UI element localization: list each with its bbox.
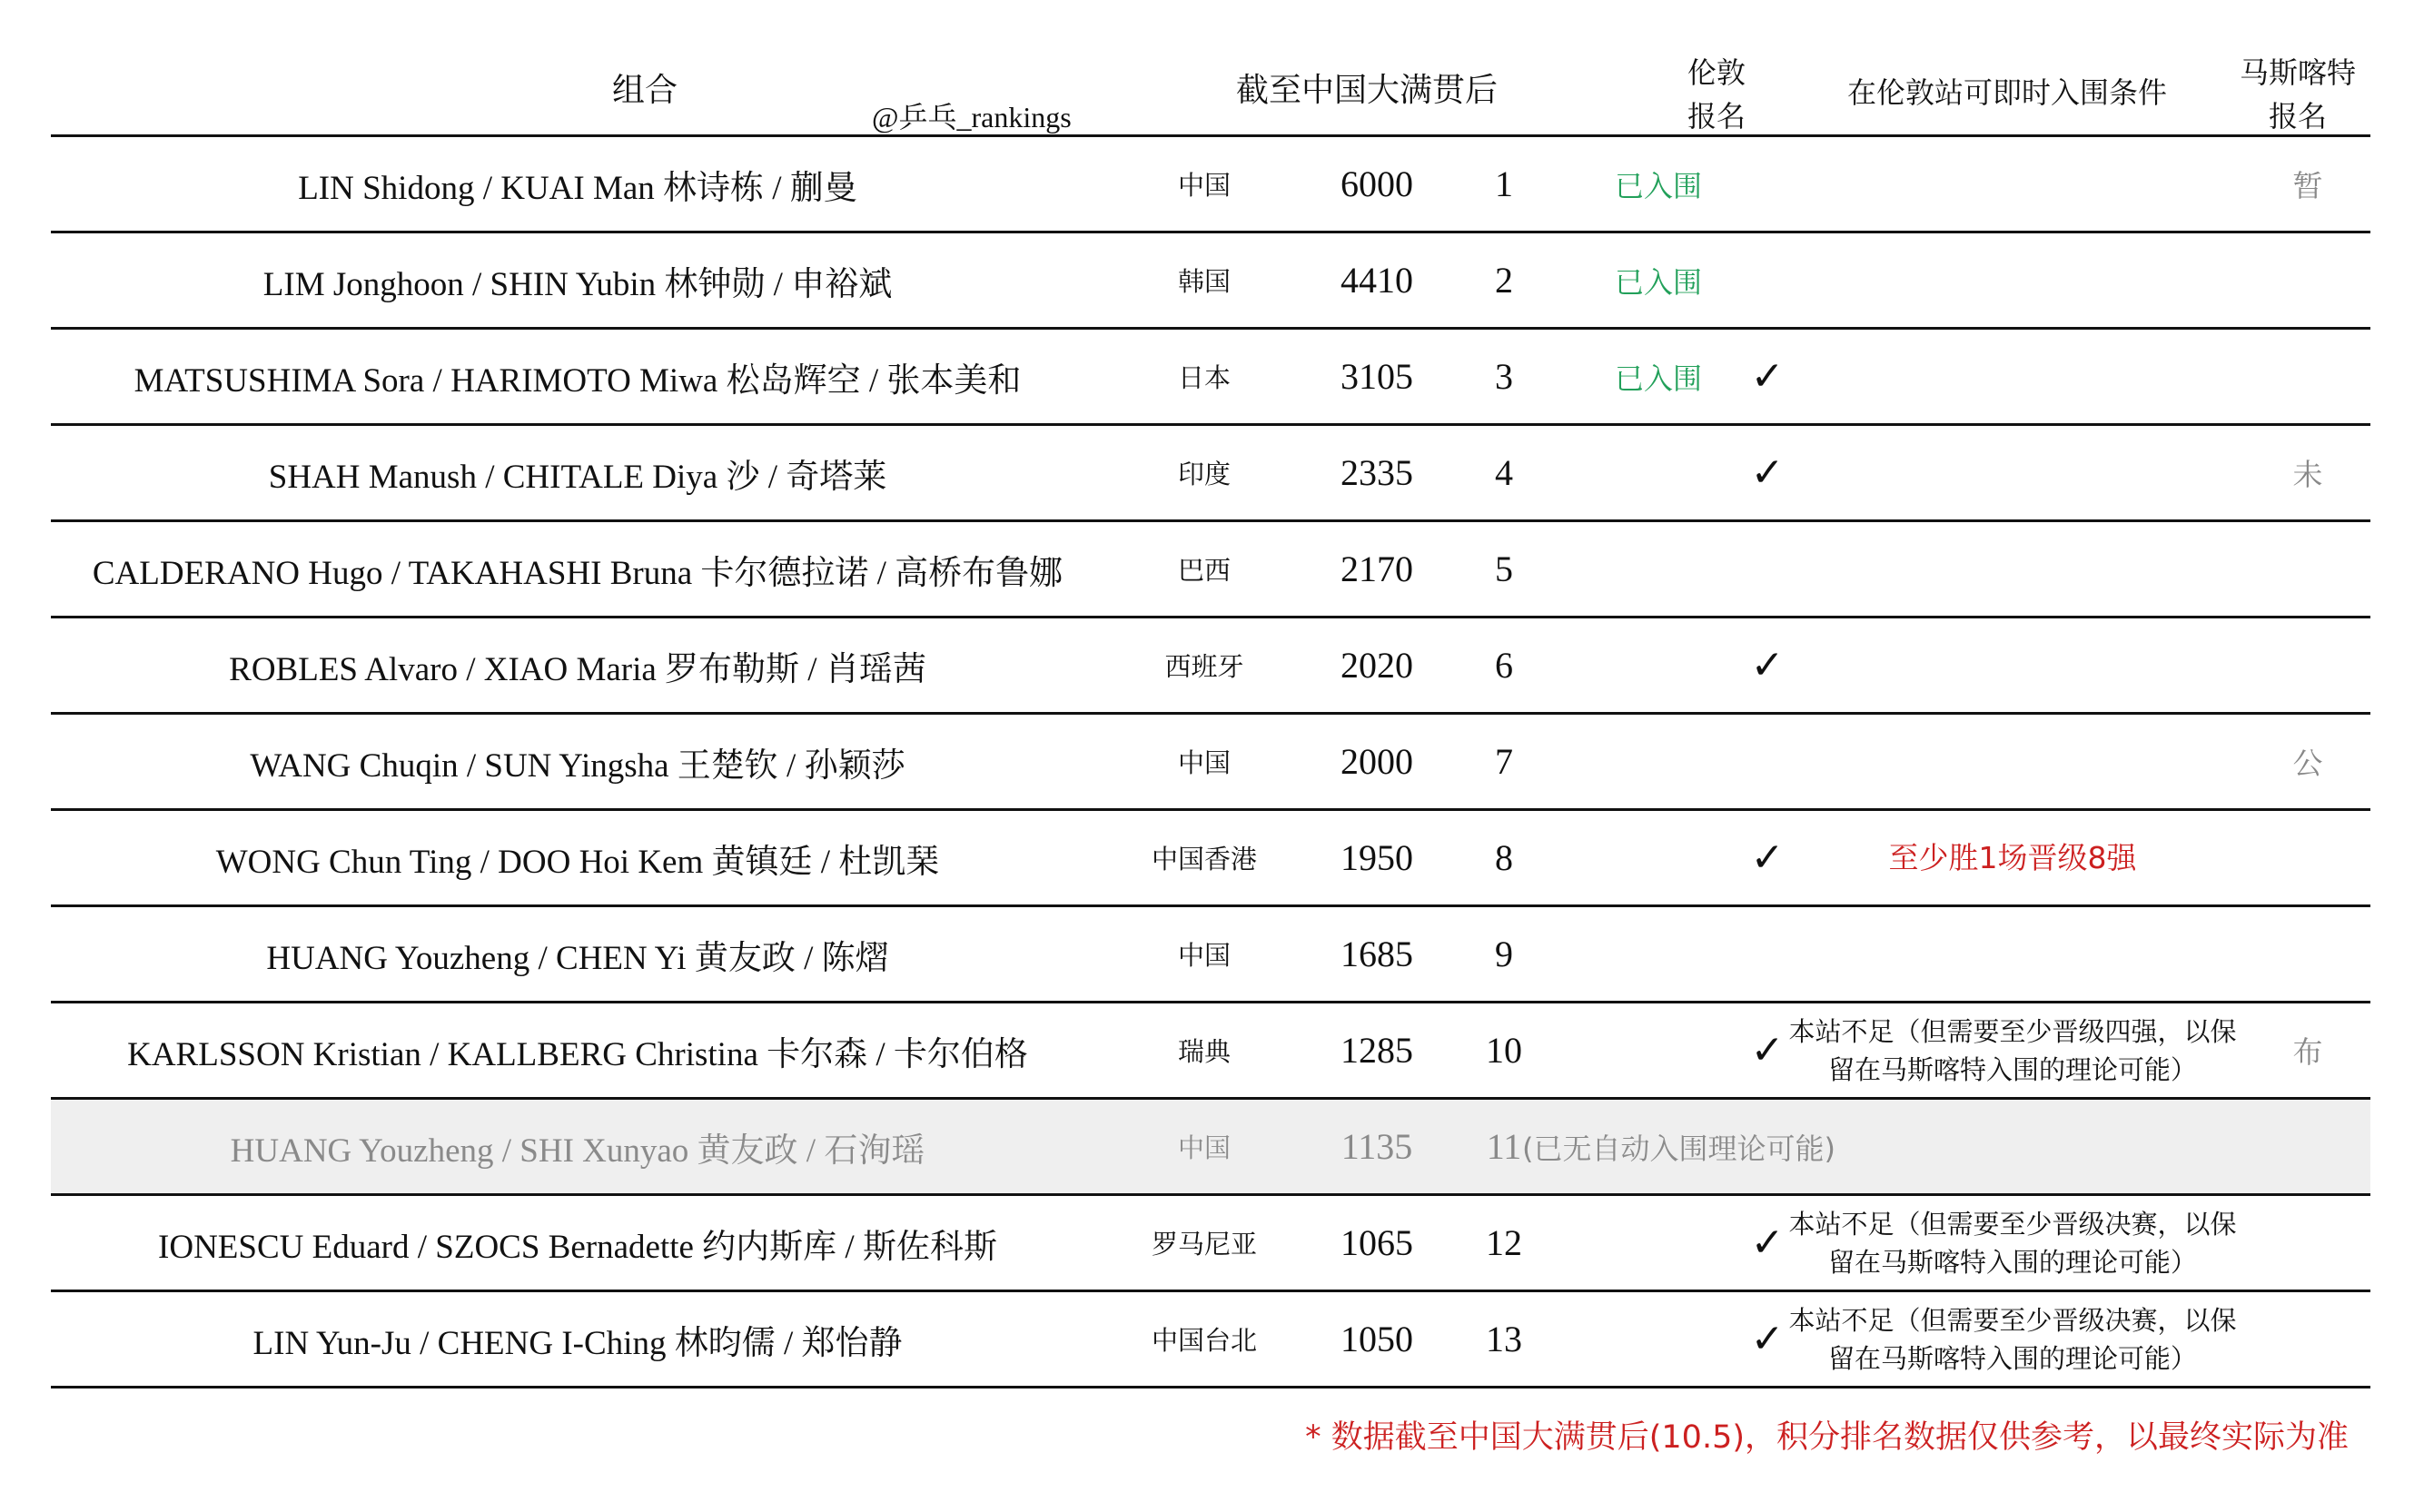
country: 中国: [1177, 940, 1231, 971]
rank: 9: [1495, 934, 1513, 974]
table-row: [51, 137, 2370, 231]
points: 1050: [1341, 1319, 1413, 1359]
row-divider: [51, 1386, 2370, 1388]
points: 1135: [1341, 1126, 1413, 1167]
table-row: [51, 522, 2370, 616]
condition: [1776, 907, 2249, 1001]
header-london-line1: 伦敦: [1687, 55, 1746, 90]
country: 中国台北: [1151, 1325, 1257, 1356]
pair-name: SHAH Manush / CHITALE Diya 沙 / 奇塔莱: [268, 458, 887, 496]
madrid-note: [2231, 522, 2385, 616]
condition: [1776, 137, 2249, 231]
pair-name: CALDERANO Hugo / TAKAHASHI Bruna 卡尔德拉诺 / 高桥布鲁娜: [92, 554, 1064, 592]
london-check-icon: ✓: [1750, 1316, 1785, 1362]
table-row: [51, 1292, 2370, 1386]
condition: 本站不足（但需要至少晋级决赛，以保留在马斯喀特入围的理论可能）: [1788, 1304, 2237, 1374]
madrid-note: [2231, 907, 2385, 1001]
condition: 本站不足（但需要至少晋级四强，以保留在马斯喀特入围的理论可能）: [1788, 1015, 2237, 1085]
rank: 1: [1495, 163, 1513, 204]
table-row: [51, 1196, 2370, 1290]
row-note: (已无自动入围理论可能): [1522, 1131, 1835, 1166]
pair-name: MATSUSHIMA Sora / HARIMOTO Miwa 松岛辉空 / 张本美和: [134, 361, 1022, 400]
pair-name: LIM Jonghoon / SHIN Yubin 林钟勋 / 申裕斌: [262, 265, 893, 303]
points: 1685: [1341, 934, 1413, 974]
header-london-line2: 报名: [1687, 99, 1746, 133]
madrid-note: [2231, 1196, 2385, 1290]
status: 已入围: [1614, 264, 1702, 300]
condition: [1776, 426, 2249, 519]
table-row: [51, 1003, 2370, 1097]
rank: 10: [1486, 1030, 1522, 1071]
rank: 5: [1495, 548, 1513, 589]
rank: 2: [1495, 260, 1513, 301]
rank: 4: [1495, 452, 1513, 493]
country: 韩国: [1177, 266, 1231, 297]
madrid-note: [2231, 233, 2385, 327]
country: 中国: [1177, 747, 1231, 778]
points: 6000: [1341, 163, 1413, 204]
country: 巴西: [1177, 555, 1231, 586]
rank: 6: [1495, 645, 1513, 686]
table-row: [51, 426, 2370, 519]
header-pair: 组合: [611, 72, 678, 109]
pair-name: LIN Shidong / KUAI Man 林诗栋 / 蒯曼: [298, 169, 857, 207]
madrid-note: [2231, 330, 2385, 423]
pair-name: HUANG Youzheng / SHI Xunyao 黄友政 / 石洵瑶: [230, 1132, 925, 1170]
condition: 至少胜1场晋级8强: [1888, 839, 2137, 875]
footer-note: * 数据截至中国大满贯后(10.5)，积分排名数据仅供参考，以最终实际为准: [1305, 1419, 2349, 1456]
points: 1950: [1341, 837, 1413, 878]
condition: [1776, 522, 2249, 616]
points: 3105: [1341, 356, 1413, 397]
header-madrid-line1: 马斯喀特: [2239, 55, 2356, 90]
condition: [1776, 330, 2249, 423]
rank: 12: [1486, 1222, 1522, 1263]
table-row: [51, 233, 2370, 327]
madrid-note: 未: [2292, 457, 2323, 492]
rank: 3: [1495, 356, 1513, 397]
country: 中国: [1177, 1132, 1231, 1163]
condition: 本站不足（但需要至少晋级决赛，以保留在马斯喀特入围的理论可能）: [1788, 1208, 2237, 1278]
pair-name: IONESCU Eduard / SZOCS Bernadette 约内斯库 / 斯佐科斯: [158, 1228, 997, 1266]
country: 中国香港: [1151, 844, 1257, 875]
points: 2000: [1341, 741, 1413, 782]
country: 日本: [1177, 362, 1231, 393]
country: 印度: [1177, 459, 1231, 489]
header-points: 截至中国大满贯后: [1235, 72, 1498, 109]
country: 中国: [1177, 170, 1231, 201]
table-row: [51, 618, 2370, 712]
country: 罗马尼亚: [1151, 1229, 1257, 1260]
pair-name: LIN Yun-Ju / CHENG I-Ching 林昀儒 / 郑怡静: [252, 1324, 903, 1362]
pair-name: WONG Chun Ting / DOO Hoi Kem 黄镇廷 / 杜凯琹: [215, 843, 940, 881]
london-check-icon: ✓: [1750, 1220, 1785, 1266]
pair-name: WANG Chuqin / SUN Yingsha 王楚钦 / 孙颖莎: [250, 746, 905, 785]
status: 已入围: [1614, 361, 1702, 396]
rank: 11: [1486, 1126, 1522, 1167]
condition: [1776, 233, 2249, 327]
condition: [1776, 715, 2249, 808]
header-london: [1653, 51, 1780, 138]
london-check-icon: ✓: [1750, 353, 1785, 400]
madrid-note: 公: [2292, 746, 2323, 781]
country: 西班牙: [1164, 651, 1244, 682]
table-row: [51, 715, 2370, 808]
country: 瑞典: [1177, 1036, 1231, 1067]
header-madrid-line2: 报名: [2268, 99, 2327, 133]
madrid-note: [2231, 1292, 2385, 1386]
pair-name: ROBLES Alvaro / XIAO Maria 罗布勒斯 / 肖瑶茜: [229, 650, 926, 688]
rank: 8: [1495, 837, 1513, 878]
points: 2335: [1341, 452, 1413, 493]
condition: [1776, 618, 2249, 712]
london-check-icon: ✓: [1750, 1027, 1785, 1073]
london-check-icon: ✓: [1750, 642, 1785, 688]
madrid-note: 布: [2292, 1034, 2323, 1070]
table-row: [51, 907, 2370, 1001]
london-check-icon: ✓: [1750, 835, 1785, 881]
points: 1285: [1341, 1030, 1413, 1071]
points: 1065: [1341, 1222, 1413, 1263]
points: 4410: [1341, 260, 1413, 301]
header-condition: 在伦敦站可即时入围条件: [1846, 75, 2167, 110]
rank: 13: [1486, 1319, 1522, 1359]
status: 已入围: [1614, 168, 1702, 203]
watermark: @乒乓_rankings: [872, 101, 1072, 133]
points: 2020: [1341, 645, 1413, 686]
points: 2170: [1341, 548, 1413, 589]
madrid-note: 暂: [2292, 168, 2323, 203]
rank: 7: [1495, 741, 1513, 782]
header-madrid: [2216, 51, 2379, 138]
pair-name: KARLSSON Kristian / KALLBERG Christina 卡尔森 / 卡尔伯格: [127, 1035, 1028, 1073]
pair-name: HUANG Youzheng / CHEN Yi 黄友政 / 陈熠: [266, 939, 889, 977]
madrid-note: [2231, 618, 2385, 712]
london-check-icon: ✓: [1750, 450, 1785, 496]
madrid-note: [2231, 811, 2385, 904]
table-row: [51, 811, 2370, 904]
table-row: [51, 1100, 2370, 1193]
madrid-note: [2231, 1100, 2385, 1193]
table-row: [51, 330, 2370, 423]
